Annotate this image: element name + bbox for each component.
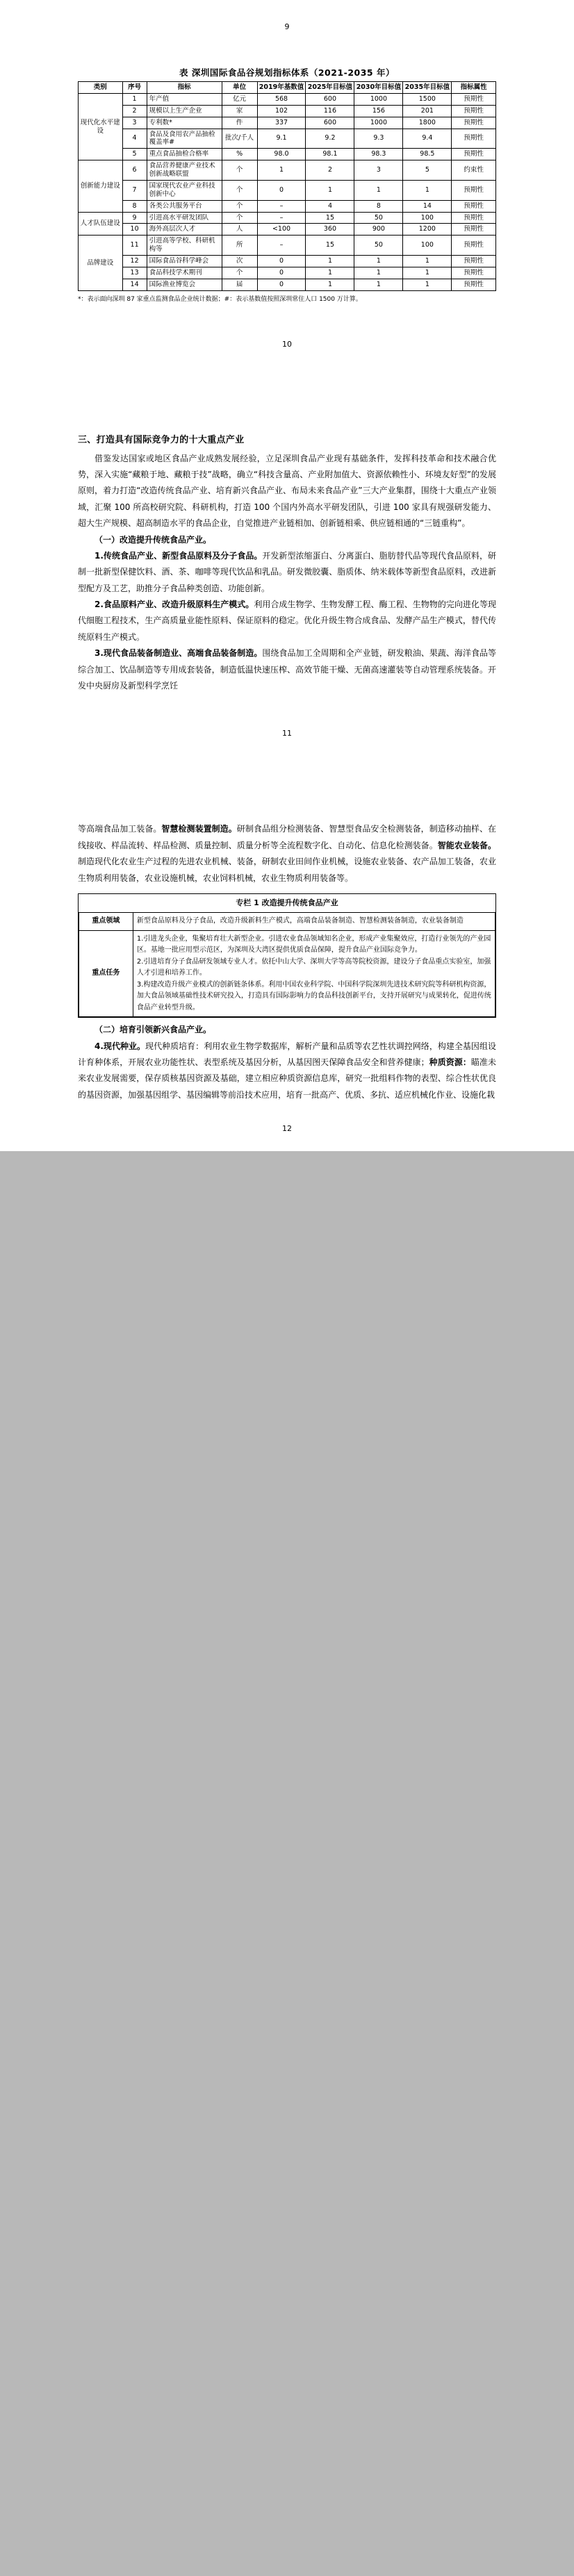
cell-indicator: 各类公共服务平台: [147, 200, 222, 212]
table-row: [79, 212, 496, 224]
table-row: [79, 279, 496, 290]
cell-unit: 个: [222, 160, 257, 181]
table-row: [79, 224, 496, 236]
table-row: [79, 200, 496, 212]
paragraph-item-3: 3.现代食品装备制造业、高端食品装备制造。围绕食品加工全周期和全产业链，研发粮油、果蔬、海洋食品等综合加工、饮品制造等专用成套装备，制造低温快速压榨、高效节能干燥、无菌高速灌装等自动管理系统装备。开发中央厨房及新型科学烹饪: [78, 648, 496, 691]
cell-unit: 个: [222, 200, 257, 212]
cell-indicator: 引进高等学校、科研机构等: [147, 236, 222, 256]
cell-2025: 98.1: [306, 149, 354, 160]
infobox-label-key-tasks: 重点任务: [79, 930, 133, 1017]
paragraph-subsection-2: [78, 1022, 496, 1038]
cell-2030: 1000: [354, 117, 403, 129]
table-row: [79, 160, 496, 181]
label-subsection-1: （一）改造提升传统食品产业。: [95, 534, 212, 545]
cell-2019: 0: [257, 279, 306, 290]
page-number-12: 12: [282, 1124, 292, 1134]
cell-2030: 1000: [354, 93, 403, 105]
infobox-header: 专栏 1 改造提升传统食品产业: [79, 894, 495, 913]
infobox-task-3: 3.构建改造升级产业模式的创新链条体系。利用中国农业科学院、中国科学院深圳先进技术研究院等科研机构资源，加大食品领域基础性技术研究投入，打造具有国际影响力的食品科技创新平台，支持开展研究与成果转化，促进传统食品产业转型升级。: [136, 980, 491, 1012]
cell-2035: 1500: [403, 93, 452, 105]
cell-no: 13: [122, 267, 147, 279]
table-row: [79, 236, 496, 256]
paragraph-subsection-1: [78, 532, 496, 548]
lead-item-1: 1.传统食品产业、新型食品原料及分子食品。: [95, 550, 263, 561]
th-2030: 2030年目标值: [354, 82, 403, 94]
table-row: [79, 117, 496, 129]
cell-2019: 98.0: [257, 149, 306, 160]
cell-2035: 98.5: [403, 149, 452, 160]
cell-2025: 15: [306, 212, 354, 224]
cell-indicator: 国际渔业博览会: [147, 279, 222, 290]
cell-2035: 1: [403, 267, 452, 279]
cell-indicator: 国际食品谷科学峰会: [147, 256, 222, 267]
infobox-text-focus-areas: 新型食品原料及分子食品，改造升级新料生产模式，高端食品装备制造、智慧检测装备制造，农业装备制造: [133, 913, 495, 931]
cell-indicator: 海外高层次人才: [147, 224, 222, 236]
cell-2035: 1: [403, 279, 452, 290]
lead-germplasm: 种质资源：: [429, 1057, 471, 1067]
cell-no: 8: [122, 200, 147, 212]
label-subsection-2: （二）培育引领新兴食品产业。: [95, 1025, 212, 1035]
page-number-10: 10: [282, 339, 292, 349]
cell-2035: 9.4: [403, 129, 452, 149]
cell-attribute: 预期性: [452, 180, 496, 200]
cell-no: 4: [122, 129, 147, 149]
cell-2019: <100: [257, 224, 306, 236]
cell-unit: 所: [222, 236, 257, 256]
cell-no: 2: [122, 105, 147, 117]
paragraph-item-1: 1.传统食品产业、新型食品原料及分子食品。开发新型浓缩蛋白、分离蛋白、脂肪替代品等现代食品原料，研制一批新型保健饮料、酒、茶、咖啡等现代饮品和乳品。研发微胶囊、脂质体、纳米载体等新型食品原料，改进新型配方及工艺，助推分子食品种类创造、功能创新。: [78, 550, 496, 593]
paragraph-item-4: 4.现代种业。现代种质培育：利用农业生物学数据库，解析产量和品质等农艺性状调控网络，构建全基因组设计育种体系，开展农业功能性状、表型系统及基因分析，从基因图天保障食品安全和营养健康；种质资源：瞄准未来农业发展需要，保存质核基因资源及基础，建立相应种质资源信息库，研究一批组料作物的表型、综合性状优良的基因资源，加强基因组学、基因编辑等前沿技术应用，培育一批高产、优质、多抗、适应机械化作业、设施化栽: [78, 1041, 496, 1100]
table-row: [79, 267, 496, 279]
indicator-table: [78, 81, 496, 291]
cell-no: 1: [122, 93, 147, 105]
cell-attribute: 预期性: [452, 212, 496, 224]
infobox-column-1: [78, 893, 496, 1018]
cell-2035: 100: [403, 236, 452, 256]
page-number-9: 9: [284, 22, 290, 31]
cell-no: 7: [122, 180, 147, 200]
cell-unit: 家: [222, 105, 257, 117]
cell-2025: 15: [306, 236, 354, 256]
cell-2019: 102: [257, 105, 306, 117]
paragraph-intro: 借鉴发达国家或地区食品产业成熟发展经验，立足深圳食品产业现有基础条件，发挥科技革命和技术融合优势，深入实施“藏粮于地、藏粮于技”战略，确立“科技含量高、产业附加值大、资源依赖性小、环境友好型”的发展原则，着力打造“改造传统食品产业、培育新兴食品产业、布局未来食品产业”三大产业集群，围绕十大重点产业领域，汇聚 100 所高校研究院、科研机构，打造 100 个国内外高水平研发团队，引进 100 家具有规强研发能力、超大生产规模、超高制造水平的食品企业，自觉推进产业链相加、创新链相乘、供应链相通的“三链重构”。: [78, 453, 496, 529]
cell-2019: –: [257, 200, 306, 212]
cell-attribute: 预期性: [452, 105, 496, 117]
cell-2030: 1: [354, 256, 403, 267]
cell-no: 11: [122, 236, 147, 256]
cell-2030: 1: [354, 279, 403, 290]
cell-unit: 个: [222, 267, 257, 279]
cell-2019: 0: [257, 180, 306, 200]
cell-2030: 50: [354, 236, 403, 256]
cell-unit: 个: [222, 212, 257, 224]
cell-no: 9: [122, 212, 147, 224]
cell-category: 人才队伍建设: [79, 212, 123, 236]
cell-2035: 1200: [403, 224, 452, 236]
th-2035: 2035年目标值: [403, 82, 452, 94]
cell-unit: %: [222, 149, 257, 160]
cell-2035: 201: [403, 105, 452, 117]
table-row: [79, 93, 496, 105]
cell-no: 14: [122, 279, 147, 290]
cell-2019: 1: [257, 160, 306, 181]
cell-category: 现代化水平建设: [79, 93, 123, 160]
cell-2019: –: [257, 236, 306, 256]
th-category: 类别: [79, 82, 123, 94]
table-title: 表 深圳国际食品谷规划指标体系（2021-2035 年）: [179, 67, 395, 78]
cell-unit: 件: [222, 117, 257, 129]
cell-indicator: 年产值: [147, 93, 222, 105]
cell-category: 创新能力建设: [79, 160, 123, 212]
table-row: [79, 149, 496, 160]
lead-item-2: 2.食品原料产业、改造升级原料生产模式。: [95, 600, 254, 610]
cell-2025: 600: [306, 93, 354, 105]
cell-unit: 亿元: [222, 93, 257, 105]
section-heading-3: 三、打造具有国际竞争力的十大重点产业: [78, 434, 245, 445]
cell-2019: 0: [257, 267, 306, 279]
infobox-text-key-tasks: [133, 930, 495, 1017]
infobox-task-2: 2.引进培育分子食品研发领域专业人才。依托中山大学、深圳大学等高等院校资源，建设分子食品重点实验室，加强人才引进和培养工作。: [136, 957, 491, 977]
lead-item-4: 4.现代种业。: [95, 1041, 146, 1051]
cell-2025: 2: [306, 160, 354, 181]
cell-2019: 9.1: [257, 129, 306, 149]
cell-attribute: 预期性: [452, 267, 496, 279]
cell-attribute: 预期性: [452, 200, 496, 212]
cell-unit: 届: [222, 279, 257, 290]
cell-no: 3: [122, 117, 147, 129]
cell-unit: 人: [222, 224, 257, 236]
cell-2025: 116: [306, 105, 354, 117]
lead-smart-agri: 智能农业装备。: [437, 840, 496, 850]
cell-unit: 个: [222, 180, 257, 200]
cell-2025: 1: [306, 256, 354, 267]
page-9: [0, 0, 574, 312]
cell-2030: 98.3: [354, 149, 403, 160]
cell-unit: 批次/千人: [222, 129, 257, 149]
cell-category: 品牌建设: [79, 236, 123, 290]
cell-2030: 1: [354, 267, 403, 279]
lead-item-3: 3.现代食品装备制造业、高端食品装备制造。: [95, 648, 263, 659]
cell-2019: 568: [257, 93, 306, 105]
table-row: [79, 129, 496, 149]
table-row: [79, 180, 496, 200]
cell-2030: 3: [354, 160, 403, 181]
th-no: 序号: [122, 82, 147, 94]
table-note: *：表示面向深圳 87 家重点监测食品企业统计数据；#：表示基数值按照深圳常住人口 1500 万计算。: [78, 295, 362, 303]
th-unit: 单位: [222, 82, 257, 94]
cell-2035: 100: [403, 212, 452, 224]
cell-2019: –: [257, 212, 306, 224]
cell-2019: 337: [257, 117, 306, 129]
infobox-label-focus-areas: 重点领域: [79, 913, 133, 931]
cell-2035: 14: [403, 200, 452, 212]
th-2019: 2019年基数值: [257, 82, 306, 94]
cell-2030: 50: [354, 212, 403, 224]
cell-no: 6: [122, 160, 147, 181]
cell-2030: 1: [354, 180, 403, 200]
cell-attribute: 预期性: [452, 236, 496, 256]
cell-2025: 1: [306, 180, 354, 200]
cell-2030: 900: [354, 224, 403, 236]
cell-indicator: 专利数*: [147, 117, 222, 129]
cell-no: 5: [122, 149, 147, 160]
cell-2035: 1: [403, 180, 452, 200]
cell-attribute: 预期性: [452, 93, 496, 105]
th-indicator: 指标: [147, 82, 222, 94]
cell-attribute: 预期性: [452, 224, 496, 236]
cell-indicator: 重点食品抽检合格率: [147, 149, 222, 160]
th-attribute: 指标属性: [452, 82, 496, 94]
cell-2030: 9.3: [354, 129, 403, 149]
cell-unit: 次: [222, 256, 257, 267]
page-10: [0, 312, 574, 702]
cell-indicator: 国家现代农业产业科技创新中心: [147, 180, 222, 200]
table-row: [79, 256, 496, 267]
page-12: [0, 1110, 574, 1151]
cell-2025: 1: [306, 279, 354, 290]
cell-indicator: 食品营养健康产业技术创新战略联盟: [147, 160, 222, 181]
page-11: [0, 701, 574, 1110]
cell-2030: 156: [354, 105, 403, 117]
cell-attribute: 预期性: [452, 279, 496, 290]
cell-indicator: 食品及食用农产品抽检覆盖率#: [147, 129, 222, 149]
cell-indicator: 引进高水平研发团队: [147, 212, 222, 224]
cell-2035: 1: [403, 256, 452, 267]
cell-attribute: 预期性: [452, 129, 496, 149]
cell-no: 12: [122, 256, 147, 267]
cell-indicator: 规模以上生产企业: [147, 105, 222, 117]
cell-2025: 1: [306, 267, 354, 279]
cell-2025: 360: [306, 224, 354, 236]
infobox-task-1: 1.引进龙头企业，集聚培育壮大新型企业。引进农业食品领域知名企业，形成产业集聚效应，打造行业领先的产业园区。基地一批应用型示范区，为深圳及大湾区提供优质食品保障，提升食品产业国际竞争力。: [136, 934, 491, 955]
paragraph-continued: 等高端食品加工装备。智慧检测装置制造。研制食品组分检测装备、智慧型食品安全检测装备，制造移动抽样、在线接收、样品流转、样品检测、质量控制、质量分析等全流程数字化、自动化、信息化检测装备。智能农业装备。制造现代化农业生产过程的先进农业机械、装备，研制农业田间作业机械，设施农业装备、农产品加工装备，农业生物质利用装备，农业设施机械，农业饲料机械，农业生物质利用装备等。: [78, 824, 496, 883]
cell-2025: 600: [306, 117, 354, 129]
table-header-row: [79, 82, 496, 94]
cell-2035: 1800: [403, 117, 452, 129]
cell-2025: 4: [306, 200, 354, 212]
cell-2030: 8: [354, 200, 403, 212]
th-2025: 2025年目标值: [306, 82, 354, 94]
cell-attribute: 约束性: [452, 160, 496, 181]
cell-2019: 0: [257, 256, 306, 267]
cell-no: 10: [122, 224, 147, 236]
paragraph-item-2: 2.食品原料产业、改造升级原料生产模式。利用合成生物学、生物发酵工程、酶工程、生物物的完向进化等现代细胞工程技术，生产高质量业能性原料、保证原料的稳定。优化升级生物合成食品、发酵产品生产模式，替代传统原料生产模式。: [78, 600, 496, 642]
cell-attribute: 预期性: [452, 256, 496, 267]
cell-attribute: 预期性: [452, 149, 496, 160]
table-row: [79, 105, 496, 117]
page-number-11: 11: [282, 729, 292, 738]
cell-2035: 5: [403, 160, 452, 181]
cell-2025: 9.2: [306, 129, 354, 149]
lead-smart-detection: 智慧检测装置制造。: [161, 824, 237, 834]
cell-indicator: 食品科技学术期刊: [147, 267, 222, 279]
cell-attribute: 预期性: [452, 117, 496, 129]
